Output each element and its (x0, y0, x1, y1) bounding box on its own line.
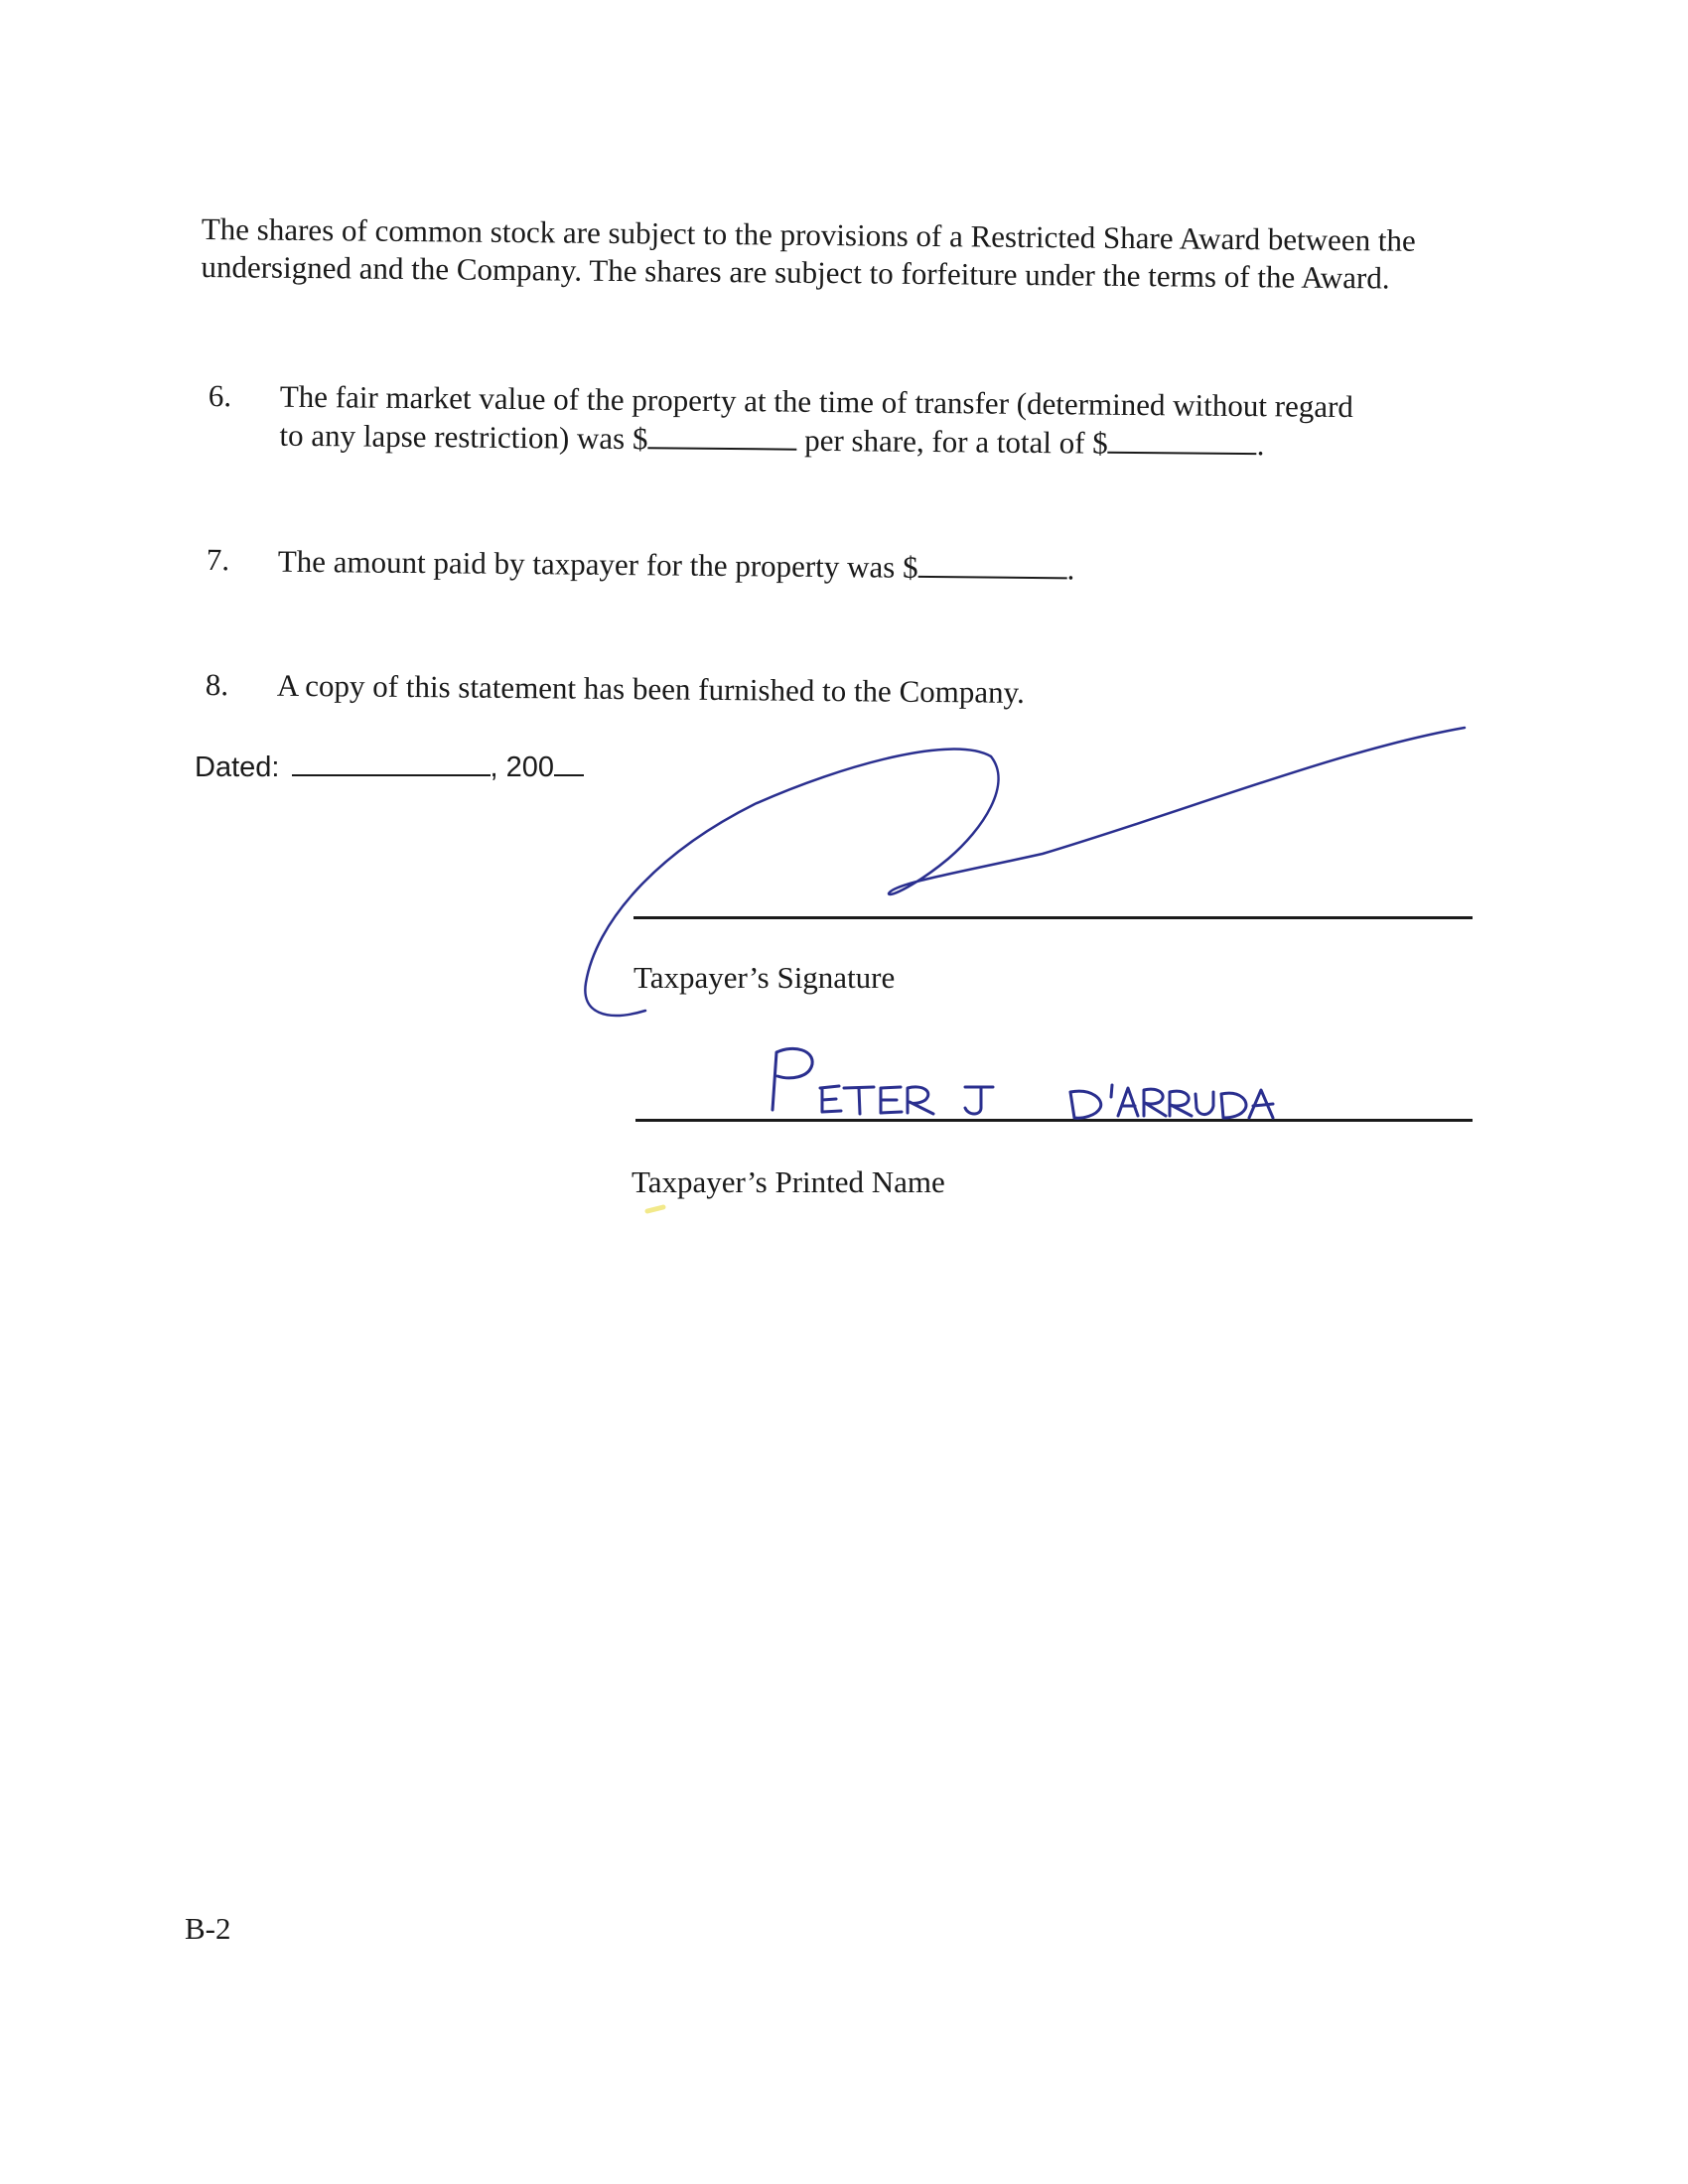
year-blank (554, 747, 584, 776)
value-per-share-blank (647, 419, 796, 450)
item-6-line2-part1: to any lapse restriction) was $ (279, 417, 648, 457)
item-6-line2-part2: per share, for a total of $ (796, 422, 1108, 461)
item-6-line2-end: . (1256, 427, 1265, 463)
item-number: 7. (206, 541, 230, 578)
item-number: 6. (208, 377, 232, 414)
printed-name-line (635, 1119, 1473, 1122)
page-id: B-2 (185, 1911, 231, 1946)
date-blank (292, 747, 491, 776)
item-8-text: A copy of this statement has been furnished to the Company. (276, 667, 1025, 710)
dated-year-prefix: , 200 (490, 751, 555, 783)
amount-paid-blank (917, 548, 1066, 579)
item-text (277, 667, 1469, 717)
dated-label: Dated: (195, 751, 280, 783)
total-value-blank (1108, 424, 1257, 455)
item-number: 8. (205, 666, 229, 703)
printed-name-label: Taxpayer’s Printed Name (632, 1164, 945, 1199)
item-text (279, 378, 1472, 467)
signature-line (633, 916, 1473, 919)
handwritten-printed-name (773, 1048, 1273, 1118)
highlighter-mark (647, 1207, 663, 1211)
signature-label: Taxpayer’s Signature (633, 960, 896, 995)
item-text (278, 542, 1470, 593)
item-7-text: The amount paid by taxpayer for the property was $ (277, 543, 918, 585)
intro-paragraph: The shares of common stock are subject to the provisions of a Restricted Share Award between the undersigned and the Company. The shares are subject to forfeiture under the terms of the Award. (201, 210, 1416, 296)
dated-field (195, 747, 584, 786)
item-7-end: . (1066, 551, 1075, 587)
item-6-line1: The fair market value of the property at the time of transfer (determined without regard (279, 378, 1354, 425)
